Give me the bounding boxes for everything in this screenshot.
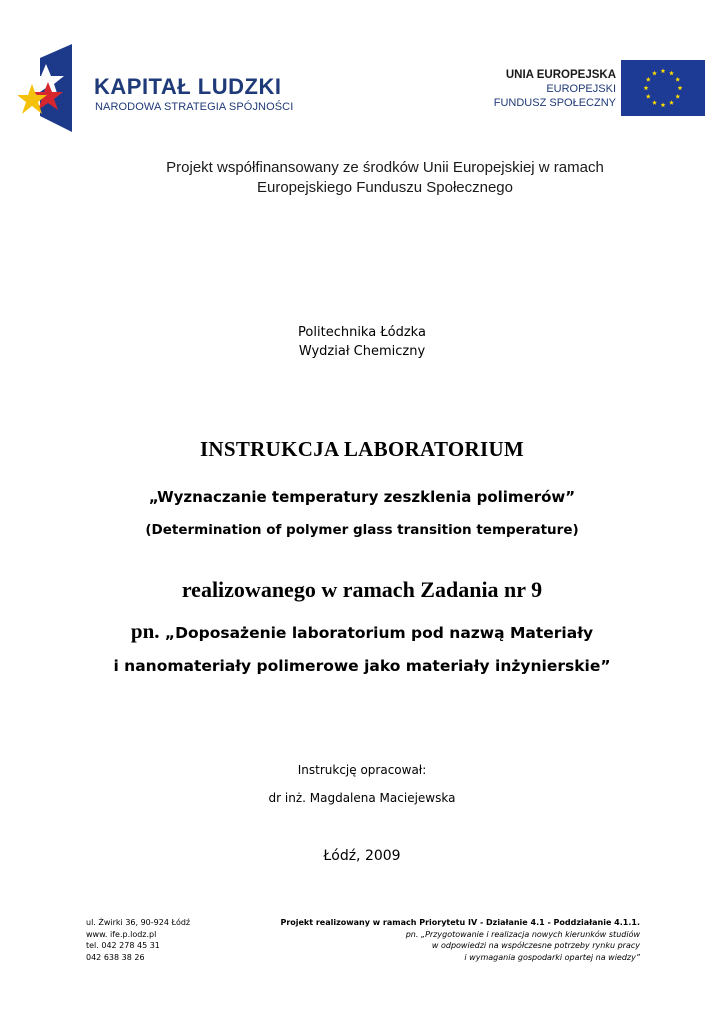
footer-project-name-3: i wymagania gospodarki opartej na wiedzy” — [464, 952, 640, 962]
footer-phone-2: 042 638 38 26 — [86, 952, 145, 962]
subtitle-english: (Determination of polymer glass transition temperature) — [145, 522, 579, 538]
eu-fund-label — [494, 68, 616, 110]
university-name: Politechnika Łódzka — [298, 325, 426, 340]
task-line: realizowanego w ramach Zadania nr 9 — [181, 577, 543, 602]
eu-flag-icon — [621, 60, 705, 116]
author-label: Instrukcję opracował: — [297, 763, 427, 777]
pn-prefix: pn. — [130, 619, 160, 643]
document-title: INSTRUKCJA LABORATORIUM — [199, 437, 525, 461]
footer-project-line: Projekt realizowany w ramach Priorytetu IV - Działanie 4.1 - Poddziałanie 4.1.1. — [280, 918, 640, 927]
place-date: Łódź, 2009 — [323, 848, 401, 864]
task-name-line-2: i nanomateriały polimerowe jako materiały inżynierskie” — [113, 657, 611, 675]
project-note-line-1: Projekt współfinansowany ze środków Unii Europejskiej w ramach — [166, 159, 604, 176]
author-name: dr inż. Magdalena Maciejewska — [268, 791, 456, 805]
logo-subtitle: NARODOWA STRATEGIA SPÓJNOŚCI — [95, 101, 294, 113]
footer-project-info — [280, 917, 640, 963]
task-name-line-1 — [0, 619, 724, 644]
pn-text: „Doposażenie laboratorium pod nazwą Materiały — [164, 624, 594, 642]
project-note-line-2: Europejskiego Funduszu Społecznego — [256, 179, 513, 196]
footer-website: www. ife.p.lodz.pl — [86, 929, 157, 939]
footer-project-name-2: w odpowiedzi na współczesne potrzeby rynku pracy — [431, 941, 640, 950]
institution-block — [0, 323, 724, 361]
faculty-name: Wydział Chemiczny — [298, 344, 426, 359]
eu-line-2: EUROPEJSKI — [546, 83, 616, 95]
eu-line-1: UNIA EUROPEJSKA — [505, 69, 616, 81]
eu-line-3: FUNDUSZ SPOŁECZNY — [493, 97, 616, 109]
footer-contact — [86, 917, 190, 963]
footer-phone-1: tel. 042 278 45 31 — [86, 941, 160, 950]
logo-title: KAPITAŁ LUDZKI — [94, 74, 282, 99]
kapital-ludzki-stars-logo — [18, 44, 74, 134]
footer-address: ul. Żwirki 36, 90-924 Łódź — [86, 918, 191, 927]
subtitle-polish: „Wyznaczanie temperatury zeszklenia polimerów” — [148, 488, 576, 506]
footer-project-name-1: pn. „Przygotowanie i realizacja nowych kierunków studiów — [405, 929, 640, 939]
